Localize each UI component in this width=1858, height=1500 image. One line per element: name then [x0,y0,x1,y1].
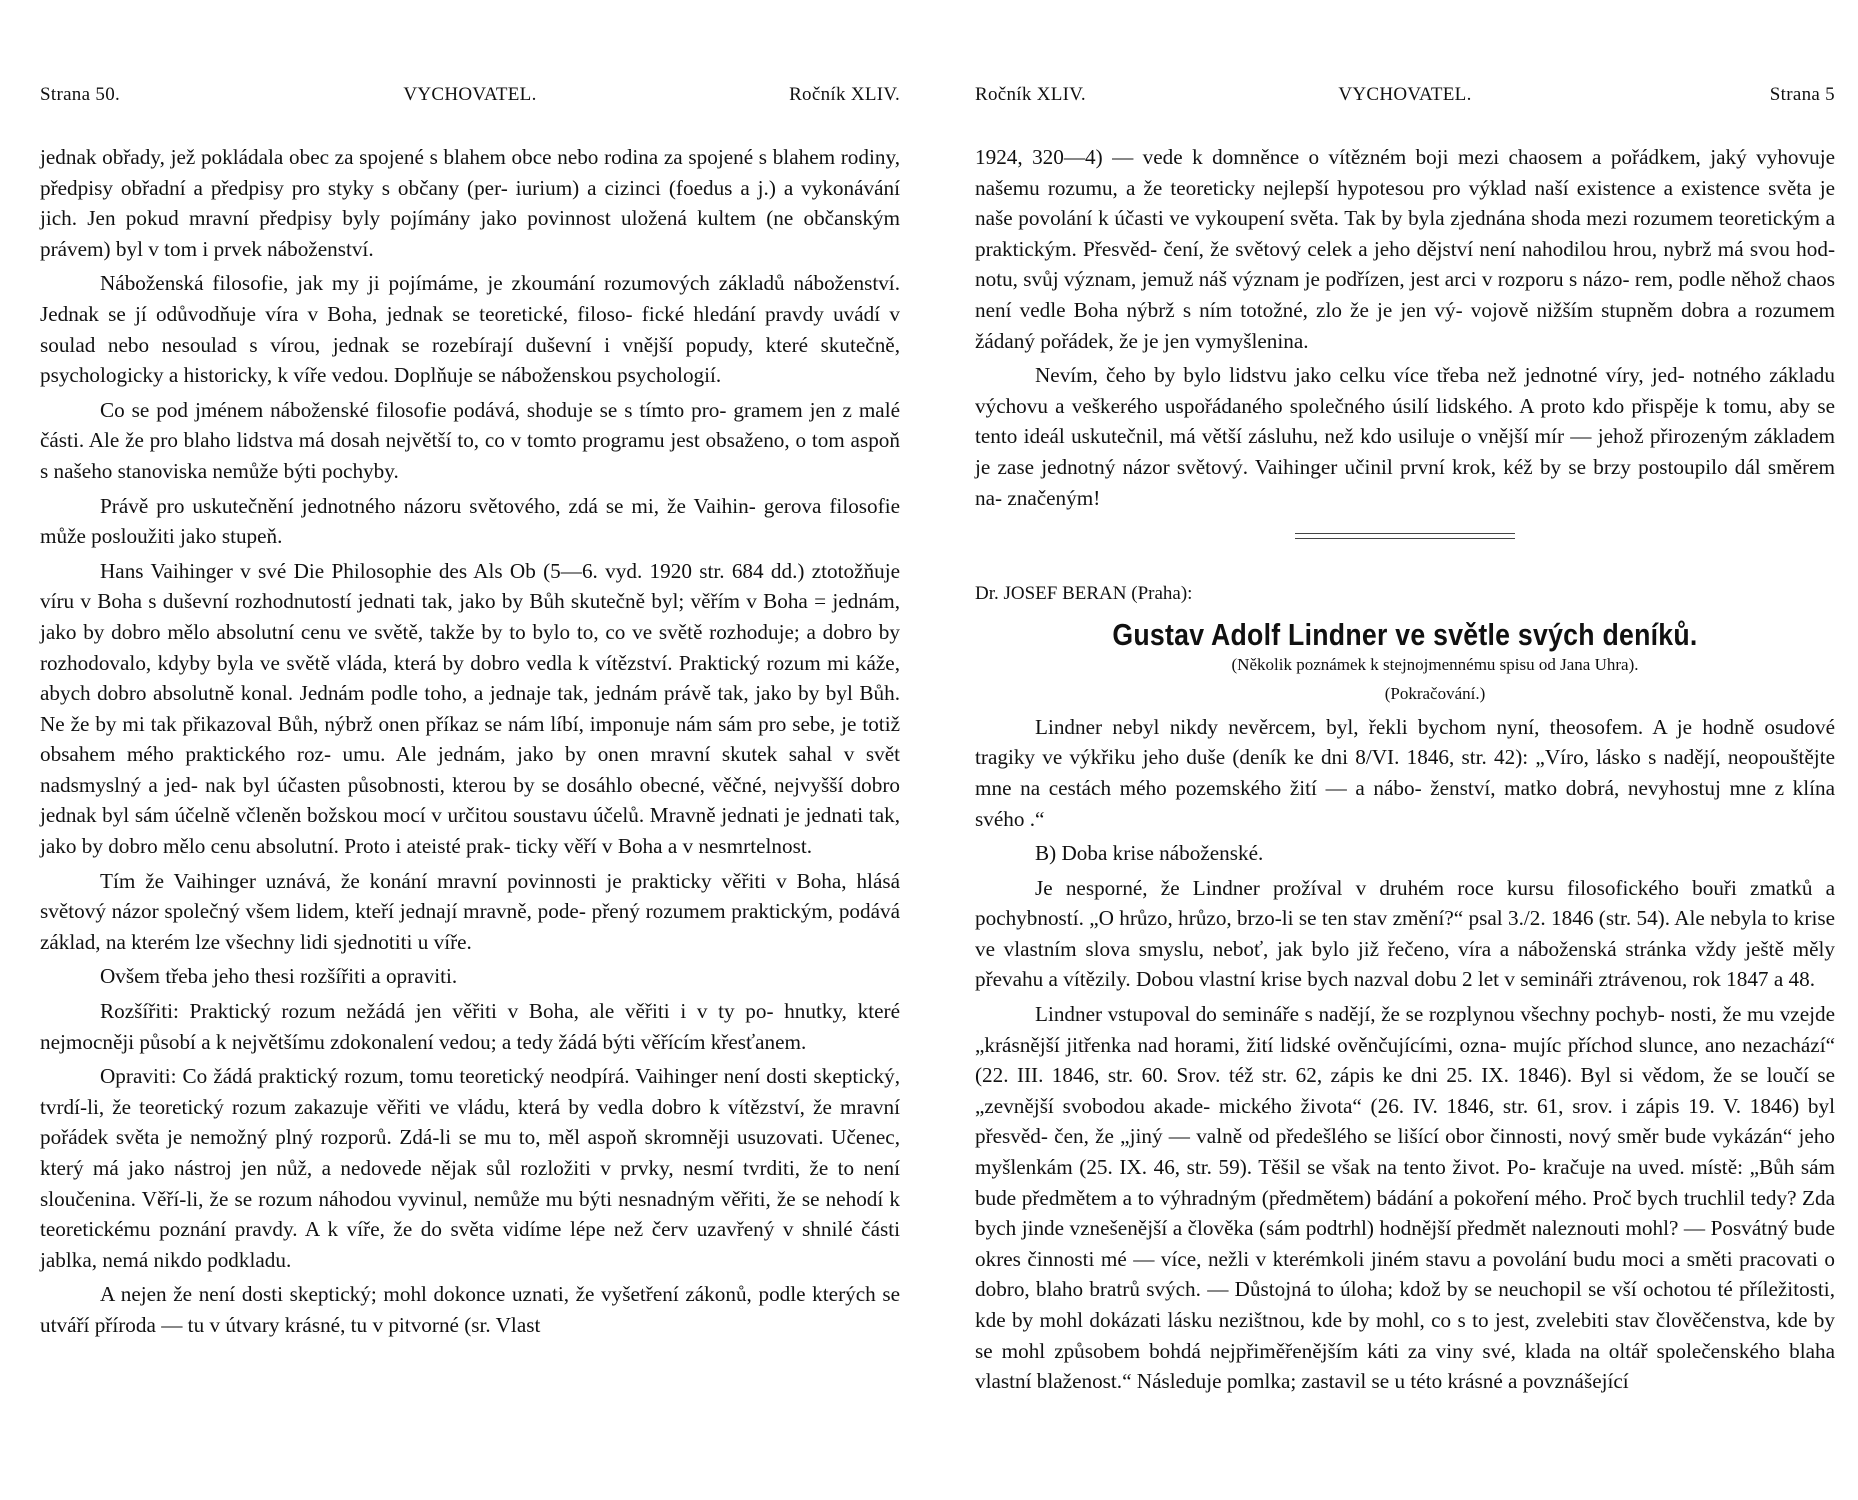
continuation-note: (Pokračování.) [1384,683,1486,703]
paragraph: Právě pro uskutečnění jednotného názoru světového, zdá se mi, že Vaihin- gerova filosofie může posloužiti jako stupeň. [40,493,900,549]
paragraph: Rozšířiti: Praktický rozum nežádá jen věřiti v Boha, ale věřiti i v ty po- hnutky, které nejmocněji působí a k největšímu zdokonalení vedou; a tedy žádá býti věřícím křesťanem. [40,999,900,1054]
article-title: Gustav Adolf Lindner ve světle svých deníků. [1112,616,1698,652]
left-page [40,0,900,1500]
right-page [975,0,1835,1500]
section-heading: B) Doba krise náboženské. [1035,841,1264,866]
paragraph: Nevím, čeho by bylo lidstvu jako celku více třeba než jednotné víry, jed- notného základu výchovu a veškerého uspořádaného společného úsilí lidského. A proto kdo přispěje k tomu, aby se tento ideál uskutečnil, má větší zásluhu, než kdo usiluje o vnější mír — jehož přirozeným základem je zase jednotný názor světový. Vaihinger učinil první krok, kéž by se brzy postoupilo dál směrem na- značeným! [975,363,1835,510]
page-number-label: Strana 50. [40,84,121,105]
paragraph: Lindner vstupoval do semináře s nadějí, že se rozplynou všechny pochyb- nosti, že mu vzejde „krásnější jitřenka nad horami, žití lidské ověnčujícími, ozna- mujíc příchod slunce, ano nezachází“ (22. III. 1846, str. 60. Srov. též str. 62, zápis ke dni 25. IX. 1846). Byl si vědom, že se loučí se „zevnější svobodou akade- mického života“ (26. IV. 1846, str. 61, srov. i zápis 19. V. 1846) byl přesvěd- čen, že „jiný — valně od předešlého se lišící obor činnosti, nový směr bude vykázán“ jeho myšlenkám (25. IX. 46, str. 59). Těšil se však na tento život. Po- kračuje na uved. místě: „Bůh sám bude předmětem a to výhradným (předmětem) bádání a pokoření mého. Proč bych truchlil tedy? Zda bych jinde vznešenější a člověka (sám podtrhl) hodnější předmět naleznouti mohl? — Posvátný bude okres činnosti mé — více, nežli v kterémkoli jiném stavu a povolání budu moci a směti pracovati o dobro, blaho bratrů svých. — Důstojná to úloha; kdož by se neuchopil se vší ochotou té příležitosti, kde by mohl dokázati lásku nezištnou, kde by mohl, co s to jest, zvelebiti stav člověčenstva, kde by se mohl způsobem bohdá nejpřiměřenějším káti za viny své, klada na oltář společenského blaha vlastní blaženost.“ Následuje pomlka; zastavil se u této krásné a povznášející [975,1002,1835,1394]
page-number-label: Strana 5 [1769,84,1835,105]
separator-line [1295,533,1515,534]
journal-title: VYCHOVATEL. [1338,84,1472,105]
section-separator [975,533,1835,539]
paragraph: Opraviti: Co žádá praktický rozum, tomu teoretický neodpírá. Vaihinger není dosti skeptický, tvrdí-li, že teoretický rozum zakazuje věřiti ve vládu, která by vedla dobro k vítězství, že mravní pořádek světa je nemožný plný rozporů. Zdá-li se mu to, měl aspoň skromněji usuzovati. Učenec, který má jako nástroj jen nůž, a nedovede nějak sůl rozložiti v prvky, nesmí tvrditi, že to není sloučenina. Věří-li, že se rozum náhodou vyvinul, nemůže mu býti nesnadným věřiti, že se nehodí k teoretickému poznání pravdy. A k víře, že do světa vidíme lépe než červ uzavřený v shnilé části jablka, nemá nikdo podkladu. [40,1064,900,1272]
left-page-body [40,142,900,1345]
paragraph: Lindner nebyl nikdy nevěrcem, byl, řekli bychom nyní, theosofem. A je hodně osudové tragiky ve výkřiku jeho duše (deník ke dni 8/VI. 1846, str. 42): „Víro, lásko s nadějí, neopouštějte mne na cestách mého pozemského žití — a nábo- ženství, matko dobrá, nevyhostuj mne z klína svého .“ [975,714,1835,831]
paragraph: Tím že Vaihinger uznává, že konání mravní povinnosti je prakticky věřiti v Boha, hlásá světový názor společný všem lidem, kteří jednají mravně, pode- přený rozumem praktickým, podává základ, na kterém lze všechny lidi sjednotiti u víře. [40,868,900,954]
running-head-left [40,84,900,114]
right-page-body [975,142,1835,1401]
paragraph: jednak obřady, jež pokládala obec za spojené s blahem obce nebo rodina za spojené s blahem rodiny, předpisy obřadní a předpisy pro styky s občany (per- iurium) a cizinci (foedus a j.) a vykonávání jich. Jen pokud mravní předpisy byly pojímány jako povinnost uložená kultem (ne občanským právem) byl v tom i prvek náboženství. [40,145,900,261]
journal-title: VYCHOVATEL. [403,84,537,105]
paragraph: Je nesporné, že Lindner prožíval v druhém roce kursu filosofického bouři zmatků a pochybností. „O hrůzo, hrůzo, brzo-li se ten stav změní?“ psal 3./2. 1846 (str. 54). Ale nebyla to krise ve vlastním slova smyslu, neboť, jak bylo již řečeno, víra a náboženská stránka vždy ještě měly převahu a vítězily. Dobou vlastní krise bych nazval dobu 2 let v semináři ztrávenou, rok 1847 a 48. [975,875,1835,992]
paragraph: 1924, 320—4) — vede k domněnce o vítězném boji mezi chaosem a pořádkem, jaký vyhovuje našemu rozumu, a že teoreticky nejlepší hypotesou pro výklad naší existence a existence světa je naše povolání k účasti ve vykoupení světa. Tak by byla zjednána shoda mezi rozumem teoretickým a praktickým. Přesvěd- čení, že světový celek a jeho dějství není nahodilou hrou, nybrž má svou hod- notu, svůj význam, jemuž náš význam je podřízen, jest arci v rozporu s názo- rem, podle něhož chaos není vedle Boha nýbrž s ním totožné, zlo že je jen vý- vojově nižším stupněm dobra a rozumem žádaný pořádek, že je jen vymyšlenina. [975,145,1835,353]
paragraph: Ovšem třeba jeho thesi rozšířiti a opraviti. [100,964,458,989]
volume-label: Ročník XLIV. [789,84,900,105]
paragraph: Náboženská filosofie, jak my ji pojímáme, je zkoumání rozumových základů náboženství. Jednak se jí odůvodňuje víra v Boha, jednak se teoretické, filoso- fické hledání pravdy uvádí v soulad nebo nesoulad s vírou, jednak se rozebírají duševní i vnější popudy, které skutečně, psychologicky a historicky, k víře vedou. Doplňuje se náboženskou psychologií. [40,271,900,388]
volume-label: Ročník XLIV. [975,84,1086,105]
separator-line [1295,538,1515,539]
article-subtitle: (Několik poznámek k stejnojmennému spisu od Jana Uhra). [1231,654,1639,674]
paragraph: Hans Vaihinger v své Die Philosophie des Als Ob (5—6. vyd. 1920 str. 684 dd.) ztotožňuje víru v Boha s duševní rozhodnutostí jednati tak, jako by Bůh skutečně byl; věřím v Boha = jednám, jako by dobro mělo absolutní cenu ve světě, takže by to bylo to, co ve světě rozhoduje; a dobro by rozhodovalo, kdyby byla ve světě vláda, která by dobro vedla k vítězství. Praktický rozum mi káže, abych dobro absolutně konal. Jednám podle toho, a jednaje tak, jednám právě tak, jako by byl Bůh. Ne že by mi tak přikazoval Bůh, nýbrž onen příkaz se nám líbí, imponuje nám sám pro sebe, je totiž obsahem mého praktického roz- umu. Ale jednám, jako by onen mravní skutek sahal v svět nadsmyslný a jed- nak byl účasten působnosti, kterou by se dosáhlo obecné, věčné, nejvyšší dobro jednak byl sám účelně včleněn božskou mocí v určitou soustavu účelů. Mravně jednati je jednati tak, jako by dobro mělo cenu absolutní. Proto i ateisté prak- ticky věří v Boha a v nesmrtelnost. [40,558,900,859]
running-head-right [975,84,1835,114]
paragraph: A nejen že není dosti skeptický; mohl dokonce uznati, že vyšetření zákonů, podle kterých se utváří příroda — tu v útvary krásné, tu v pitvorné (sr. Vlast [40,1282,900,1337]
paragraph: Co se pod jménem náboženské filosofie podává, shoduje se s tímto pro- gramem jen z malé části. Ale že pro blaho lidstva má dosah největší to, co v tomto programu jest obsaženo, o tom aspoň s našeho stanoviska nemůže býti pochyby. [40,397,900,483]
article-author: Dr. JOSEF BERAN (Praha): [975,583,1193,605]
